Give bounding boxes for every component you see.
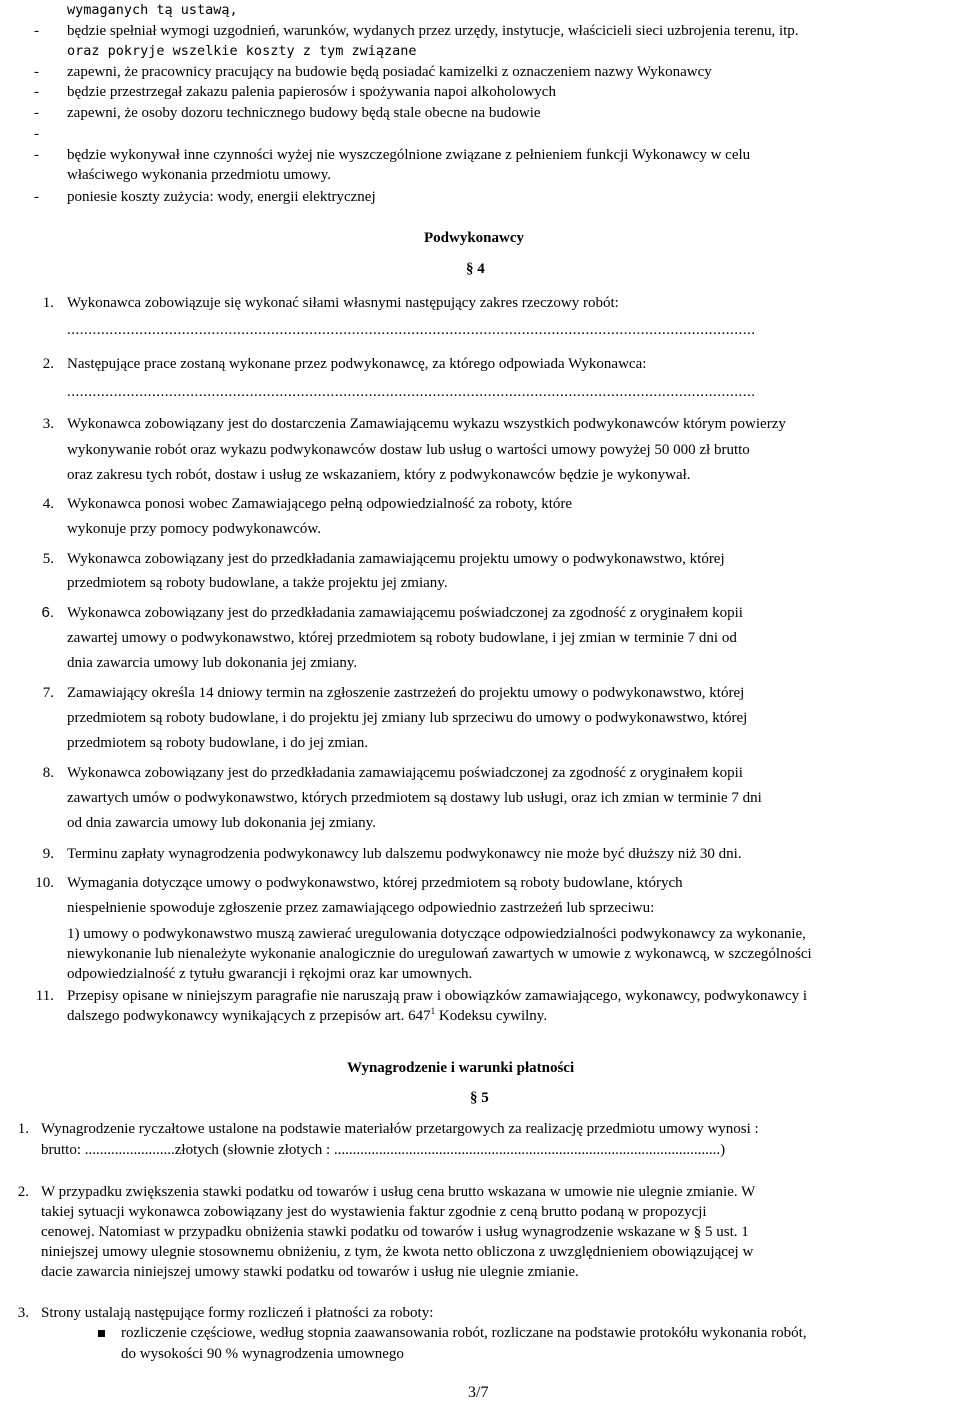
item-text: Wynagrodzenie ryczałtowe ustalone na podstawie materiałów przetargowych za realizację przedmiotu umowy wynosi : xyxy=(41,1121,759,1137)
item-text: Przepisy opisane w niniejszym paragrafie nie naruszają praw i obowiązków zamawiającego, wykonawcy, podwykonawcy i xyxy=(67,988,808,1004)
item-number: 3. xyxy=(17,1305,29,1321)
dash-marker: - xyxy=(34,64,39,80)
dash-marker: - xyxy=(34,189,39,205)
item-text: Wykonawca ponosi wobec Zamawiającego pełną odpowiedzialność za roboty, które xyxy=(67,496,573,512)
item-text: od dnia zawarcia umowy lub dokonania jej zmiany. xyxy=(67,815,376,831)
intro-line: będzie wykonywał inne czynności wyżej nie wyszczególnione związane z pełnieniem funkcji Wykonawcy w celu xyxy=(67,147,751,163)
item-text: takiej sytuacji wykonawca zobowiązany jest do wystawienia faktur zgodnie z ceną brutto podaną w propozycji xyxy=(41,1204,707,1220)
item-number: 2. xyxy=(17,1184,29,1200)
page-number: 3/7 xyxy=(468,1384,489,1401)
item-number: 8. xyxy=(42,765,54,781)
item-text: Wymagania dotyczące umowy o podwykonawstwo, której przedmiotem są roboty budowlane, których xyxy=(67,875,683,891)
item-number: 5. xyxy=(42,551,54,567)
item-text: W przypadku zwiększenia stawki podatku od towarów i usług cena brutto wskazana w umowie nie ulegnie zmianie. W xyxy=(41,1184,756,1200)
intro-line: będzie spełniał wymogi uzgodnień, warunków, wydanych przez urzędy, instytucje, właścicieli sieci uzbrojenia terenu, itp. xyxy=(67,23,799,39)
item-text: cenowej. Natomiast w przypadku obniżenia stawki podatku od towarów i usług wynagrodzenie wskazane w § 5 ust. 1 xyxy=(41,1224,749,1240)
sub-item-text: odpowiedzialność z tytułu gwarancji i rękojmi oraz kar umownych. xyxy=(67,966,473,982)
section-title: Wynagrodzenie i warunki płatności xyxy=(347,1060,575,1076)
item-text: niespełnienie spowoduje zgłoszenie przez zamawiającego odpowiednio zastrzeżeń lub sprzeciwu: xyxy=(67,900,655,916)
intro-line: oraz pokryje wszelkie koszty z tym związane xyxy=(67,43,417,59)
fill-in-line: .................................................................................................................................................................. xyxy=(67,384,756,400)
item-text: Zamawiający określa 14 dniowy termin na zgłoszenie zastrzeżeń do projektu umowy o podwykonawstwo, której xyxy=(67,685,745,701)
section-title: Podwykonawcy xyxy=(424,230,525,246)
item-text: Terminu zapłaty wynagrodzenia podwykonawcy lub dalszemu podwykonawcy nie może być dłuższy niż 30 dni. xyxy=(67,846,742,862)
item-number: 1. xyxy=(17,1121,29,1137)
item-number: 9. xyxy=(42,846,54,862)
item-number: 3. xyxy=(42,416,54,432)
item-number: 7. xyxy=(42,685,54,701)
dash-marker: - xyxy=(34,105,39,121)
item-text: oraz zakresu tych robót, dostaw i usług ze wskazaniem, który z podwykonawców będzie je wykonywał. xyxy=(67,467,691,483)
item-text: przedmiotem są roboty budowlane, i do jej zmian. xyxy=(67,735,369,751)
item-number: 6. xyxy=(41,604,54,621)
intro-line: wymaganych tą ustawą, xyxy=(67,2,238,18)
item-text: Wykonawca zobowiązany jest do przedkładania zamawiającemu poświadczonej za zgodność z oryginałem kopii xyxy=(67,605,743,621)
dash-marker: - xyxy=(34,23,39,39)
sub-item-text: niewykonanie lub nienależyte wykonanie analogicznie do uregulowań zawartych w umowie z wykonawcą, w szczególności xyxy=(67,946,812,962)
item-text: dnia zawarcia umowy lub dokonania jej zmiany. xyxy=(67,655,358,671)
item-text: przedmiotem są roboty budowlane, a także projektu jej zmiany. xyxy=(67,575,448,591)
item-text: zawartych umów o podwykonawstwo, których przedmiotem są dostawy lub usługi, oraz ich zmian w terminie 7 dni xyxy=(67,790,762,806)
sub-item-text: 1) umowy o podwykonawstwo muszą zawierać uregulowania dotyczące odpowiedzialności podwykonawcy za wykonanie, xyxy=(67,926,806,942)
item-number: 4. xyxy=(42,496,54,512)
intro-line: zapewni, że pracownicy pracujący na budowie będą posiadać kamizelki z oznaczeniem nazwy Wykonawcy xyxy=(67,64,712,80)
item-number: 2. xyxy=(42,356,54,372)
item-text: Strony ustalają następujące formy rozliczeń i płatności za roboty: xyxy=(41,1305,434,1321)
dash-marker: - xyxy=(34,126,39,142)
item-text: Wykonawca zobowiązany jest do przedkładania zamawiającemu poświadczonej za zgodność z oryginałem kopii xyxy=(67,765,743,781)
item-text: brutto: ........................złotych (słownie złotych : .......................................................................................................) xyxy=(41,1142,726,1158)
item-text: dacie zawarcia niniejszej umowy stawki podatku od towarów i usług nie ulegnie zmianie. xyxy=(41,1264,579,1280)
intro-line: poniesie koszty zużycia: wody, energii elektrycznej xyxy=(67,189,376,205)
item-text: niniejszej umowy ulegnie stosownemu obniżeniu, z tym, że kwota netto obliczona z uwzględnieniem obowiązującej w xyxy=(41,1244,754,1260)
superscript: 1 xyxy=(430,1006,436,1016)
item-number: 1. xyxy=(42,295,54,311)
dash-marker: - xyxy=(34,84,39,100)
paragraph-number: § 4 xyxy=(466,261,485,277)
intro-line: zapewni, że osoby dozoru technicznego budowy będą stale obecne na budowie xyxy=(67,105,541,121)
item-number: 11. xyxy=(35,988,54,1004)
bullet-text: rozliczenie częściowe, według stopnia zaawansowania robót, rozliczane na podstawie protokółu wykonania robót, xyxy=(121,1325,807,1341)
item-number: 10. xyxy=(35,875,54,891)
item-text: dalszego podwykonawcy wynikających z przepisów art. $647^1$ Kodeksu cywilny. xyxy=(67,1006,548,1024)
dash-marker: - xyxy=(34,147,39,163)
item-text: Wykonawca zobowiązany jest do dostarczenia Zamawiającemu wykazu wszystkich podwykonawców którym powierzy xyxy=(67,416,786,432)
item-text: Wykonawca zobowiązany jest do przedkładania zamawiającemu projektu umowy o podwykonawstwo, której xyxy=(67,551,725,567)
item-text: Wykonawca zobowiązuje się wykonać siłami własnymi następujący zakres rzeczowy robót: xyxy=(67,295,619,311)
bullet-text: do wysokości 90 % wynagrodzenia umownego xyxy=(121,1346,404,1362)
fill-in-line: .................................................................................................................................................................. xyxy=(67,322,756,338)
intro-line: właściwego wykonania przedmiotu umowy. xyxy=(67,167,331,183)
paragraph-number: § 5 xyxy=(470,1090,489,1106)
intro-line: będzie przestrzegał zakazu palenia papierosów i spożywania napoi alkoholowych xyxy=(67,84,556,100)
item-text: przedmiotem są roboty budowlane, i do projektu jej zmiany lub sprzeciwu do umowy o podwykonawstwo, której xyxy=(67,710,748,726)
item-text: wykonywanie robót oraz wykazu podwykonawców dostaw lub usług o wartości umowy powyżej 50 000 zł brutto xyxy=(67,442,750,458)
item-text: wykonuje przy pomocy podwykonawców. xyxy=(67,521,321,537)
square-bullet-icon xyxy=(98,1330,105,1337)
item-text: zawartej umowy o podwykonawstwo, której przedmiotem są roboty budowlane, i jej zmian w terminie 7 dni od xyxy=(67,630,737,646)
item-text: Następujące prace zostaną wykonane przez podwykonawcę, za którego odpowiada Wykonawca: xyxy=(67,356,647,372)
